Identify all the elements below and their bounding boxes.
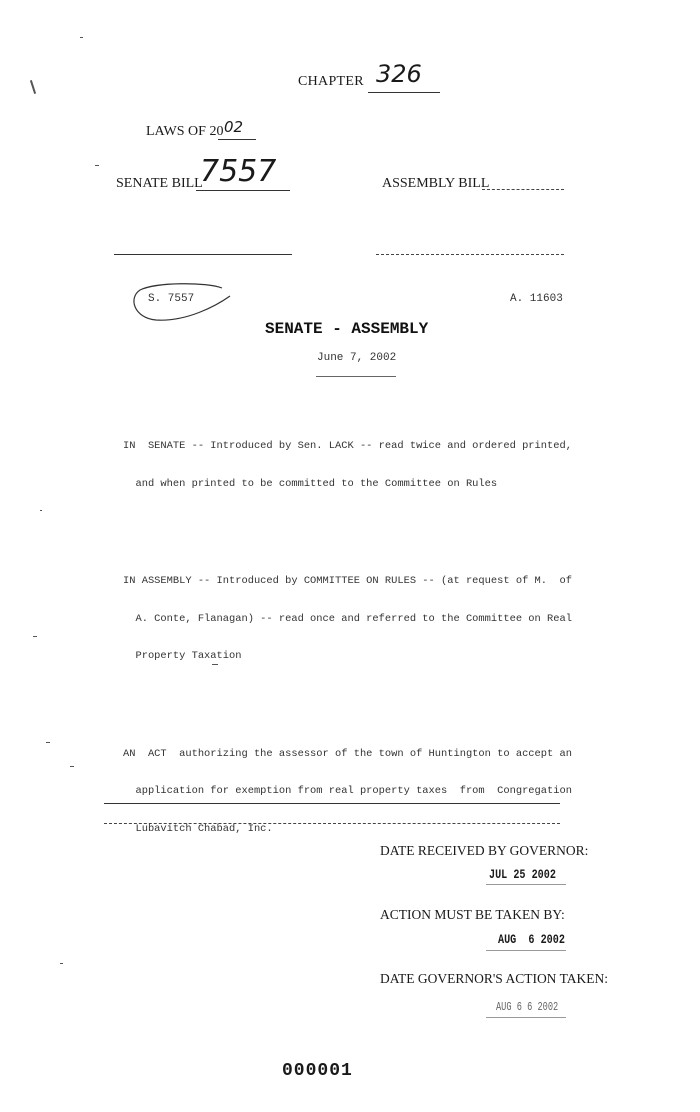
date-underline xyxy=(316,376,396,377)
text-line: IN SENATE -- Introduced by Sen. LACK -- read twice and ordered printed, xyxy=(123,440,572,452)
text-line: application for exemption from real property taxes from Congregation xyxy=(123,785,572,797)
sponsor-line-right xyxy=(376,254,564,255)
senate-introduction xyxy=(123,415,572,515)
scan-speck xyxy=(46,742,50,743)
text-line: and when printed to be committed to the Committee on Rules xyxy=(123,477,498,490)
assembly-number: A. 11603 xyxy=(510,293,563,305)
bill-history xyxy=(123,390,572,873)
text-line: AN ACT authorizing the assessor of the town of Huntington to accept an xyxy=(123,747,572,760)
scan-speck xyxy=(95,165,99,166)
text-line: Lubavitch Chabad, Inc. xyxy=(123,822,273,835)
text-line: IN ASSEMBLY -- Introduced by COMMITTEE ON RULES -- (at request of M. of xyxy=(123,575,572,587)
assembly-bill-underline xyxy=(482,189,564,190)
action-taken-date-underline xyxy=(486,1017,566,1018)
separator-dashed-line xyxy=(104,823,560,824)
assembly-introduction xyxy=(123,550,572,688)
scan-speck xyxy=(70,766,74,767)
senate-bill-label: SENATE BILL xyxy=(116,176,203,191)
senate-bill-number: 7557 xyxy=(200,154,277,189)
text-line: Property Taxation xyxy=(123,650,242,662)
sponsor-line-left xyxy=(114,254,292,255)
text-line: A. Conte, Flanagan) -- read once and referred to the Committee on Real xyxy=(123,612,572,625)
chapter-label: CHAPTER xyxy=(298,74,364,89)
laws-label: LAWS OF 20 xyxy=(146,124,224,139)
laws-year: 02 xyxy=(224,118,244,136)
laws-year-underline xyxy=(218,139,256,140)
action-by-date-stamp: AUG 6 2002 xyxy=(498,932,565,947)
received-label: DATE RECEIVED BY GOVERNOR: xyxy=(380,843,589,858)
separator-line xyxy=(104,803,560,804)
senate-number: S. 7557 xyxy=(148,293,195,305)
action-by-date-underline xyxy=(486,950,566,951)
senate-bill-underline xyxy=(196,190,290,191)
assembly-bill-label: ASSEMBLY BILL xyxy=(382,176,490,191)
received-date-underline xyxy=(486,884,566,885)
received-date-stamp: JUL 25 2002 xyxy=(489,867,556,882)
scan-speck xyxy=(33,636,37,637)
action-taken-label: DATE GOVERNOR'S ACTION TAKEN: xyxy=(380,971,608,986)
scan-speck xyxy=(80,37,83,38)
page-number: 000001 xyxy=(282,1061,353,1081)
chapter-underline xyxy=(368,92,440,93)
scan-speck xyxy=(60,963,63,964)
act-description xyxy=(123,723,572,861)
scan-speck xyxy=(40,510,42,511)
chapter-number: 326 xyxy=(376,60,422,88)
scan-speck xyxy=(212,664,218,665)
scan-mark xyxy=(30,80,36,94)
action-taken-date-stamp: AUG 6 6 2002 xyxy=(496,1000,559,1014)
bill-date: June 7, 2002 xyxy=(317,352,397,364)
bill-title: SENATE - ASSEMBLY xyxy=(265,320,429,338)
action-by-label: ACTION MUST BE TAKEN BY: xyxy=(380,907,565,922)
